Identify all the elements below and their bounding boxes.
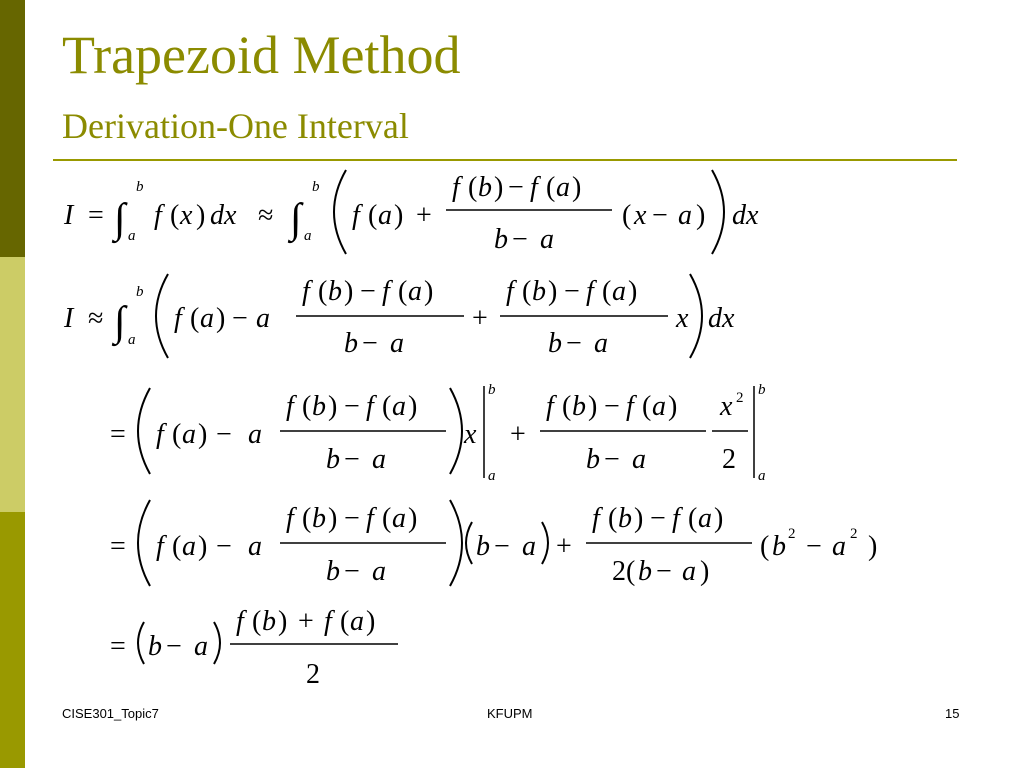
footer-institution: KFUPM	[487, 706, 533, 721]
svg-text:): )	[494, 172, 504, 203]
svg-text:−: −	[494, 531, 510, 562]
svg-text:a: a	[758, 468, 766, 484]
equation-1	[63, 170, 759, 255]
svg-text:a: a	[128, 228, 136, 244]
svg-text:a: a	[390, 328, 404, 359]
svg-text:+: +	[556, 531, 572, 562]
svg-text:(: (	[382, 391, 392, 422]
svg-text:f: f	[506, 276, 514, 307]
svg-text:f: f	[286, 503, 294, 534]
svg-text:a: a	[256, 303, 270, 334]
svg-text:): )	[588, 391, 598, 422]
svg-text:x: x	[634, 200, 647, 231]
svg-text:(: (	[608, 503, 618, 534]
slide-subtitle: Derivation-One Interval	[62, 106, 409, 146]
svg-text:a: a	[392, 503, 406, 534]
svg-text:b: b	[572, 391, 586, 422]
svg-text:): )	[196, 200, 206, 231]
svg-text:b: b	[548, 328, 562, 359]
svg-text:dx: dx	[708, 303, 735, 334]
svg-text:): )	[366, 606, 376, 637]
svg-text:a: a	[540, 224, 554, 255]
svg-text:): )	[328, 503, 338, 534]
svg-text:b: b	[344, 328, 358, 359]
svg-text:a: a	[682, 556, 696, 587]
svg-text:−: −	[166, 631, 182, 662]
svg-text:−: −	[216, 531, 232, 562]
svg-text:(: (	[172, 531, 182, 562]
svg-text:−: −	[566, 328, 582, 359]
svg-text:): )	[696, 200, 706, 231]
svg-text:f: f	[452, 172, 460, 203]
svg-text:b: b	[478, 172, 492, 203]
svg-text:(: (	[688, 503, 698, 534]
svg-text:a: a	[194, 631, 208, 662]
svg-text:−: −	[656, 556, 672, 587]
svg-text:(: (	[546, 172, 556, 203]
svg-text:): )	[394, 200, 404, 231]
svg-text:f: f	[366, 503, 374, 534]
svg-text:=: =	[110, 419, 126, 450]
svg-text:−: −	[564, 276, 580, 307]
svg-text:a: a	[304, 228, 312, 244]
svg-text:b: b	[148, 631, 162, 662]
svg-text:dx: dx	[210, 200, 237, 231]
svg-text:): )	[408, 503, 418, 534]
svg-text:a: a	[698, 503, 712, 534]
svg-text:): )	[424, 276, 434, 307]
svg-text:(: (	[398, 276, 408, 307]
svg-text:a: a	[372, 556, 386, 587]
svg-text:b: b	[328, 276, 342, 307]
slide-title: Trapezoid Method	[62, 25, 461, 85]
equation-5	[110, 606, 398, 690]
svg-text:(: (	[302, 391, 312, 422]
svg-text:2: 2	[306, 659, 320, 690]
svg-text:b: b	[136, 284, 144, 300]
svg-text:x: x	[180, 200, 193, 231]
svg-text:2(: 2(	[612, 556, 636, 587]
svg-text:−: −	[360, 276, 376, 307]
svg-text:(: (	[602, 276, 612, 307]
svg-text:a: a	[678, 200, 692, 231]
svg-text:b: b	[312, 391, 326, 422]
svg-text:−: −	[604, 391, 620, 422]
svg-text:f: f	[546, 391, 554, 422]
svg-text:b: b	[586, 444, 600, 475]
equation-2	[63, 274, 735, 359]
svg-text:x: x	[676, 303, 689, 334]
svg-text:2: 2	[850, 526, 858, 542]
svg-text:f: f	[352, 200, 360, 231]
svg-text:=: =	[110, 531, 126, 562]
svg-text:∫: ∫	[290, 196, 302, 242]
svg-text:b: b	[326, 444, 340, 475]
svg-text:I: I	[64, 303, 74, 334]
svg-text:a: a	[408, 276, 422, 307]
footer-page-number: 15	[945, 706, 960, 721]
svg-text:f: f	[156, 419, 164, 450]
svg-text:−: −	[650, 503, 666, 534]
svg-text:=: =	[88, 200, 104, 231]
svg-text:f: f	[586, 276, 594, 307]
svg-text:a: a	[350, 606, 364, 637]
svg-text:(: (	[252, 606, 262, 637]
equation-3	[110, 382, 766, 484]
svg-text:(: (	[368, 200, 378, 231]
svg-text:−: −	[344, 391, 360, 422]
svg-text:−: −	[362, 328, 378, 359]
equation-4	[110, 500, 877, 587]
svg-text:+: +	[298, 606, 314, 637]
svg-text:b: b	[638, 556, 652, 587]
svg-text:): )	[668, 391, 678, 422]
svg-text:f: f	[324, 606, 332, 637]
svg-text:a: a	[632, 444, 646, 475]
svg-text:a: a	[372, 444, 386, 475]
svg-text:a: a	[832, 531, 846, 562]
svg-text:+: +	[416, 200, 432, 231]
svg-text:b: b	[476, 531, 490, 562]
svg-text:f: f	[592, 503, 600, 534]
svg-text:f: f	[382, 276, 390, 307]
svg-text:b: b	[758, 382, 766, 398]
svg-text:f: f	[302, 276, 310, 307]
svg-text:b: b	[312, 503, 326, 534]
svg-text:a: a	[128, 332, 136, 348]
svg-text:b: b	[772, 531, 786, 562]
svg-text:a: a	[378, 200, 392, 231]
svg-text:f: f	[626, 391, 634, 422]
svg-text:a: a	[392, 391, 406, 422]
svg-text:f: f	[286, 391, 294, 422]
svg-text:a: a	[652, 391, 666, 422]
svg-text:): )	[628, 276, 638, 307]
svg-text:f: f	[174, 303, 182, 334]
svg-text:f: f	[236, 606, 244, 637]
svg-text:): )	[572, 172, 582, 203]
svg-text:−: −	[512, 224, 528, 255]
svg-text:∫: ∫	[114, 299, 126, 345]
svg-text:): )	[328, 391, 338, 422]
svg-text:(: (	[522, 276, 532, 307]
svg-text:≈: ≈	[258, 200, 274, 231]
svg-text:−: −	[806, 531, 822, 562]
svg-text:a: a	[612, 276, 626, 307]
svg-text:−: −	[344, 444, 360, 475]
svg-text:b: b	[312, 179, 320, 195]
svg-text:a: a	[488, 468, 496, 484]
svg-text:(: (	[302, 503, 312, 534]
svg-text:(: (	[622, 200, 632, 231]
svg-text:(: (	[760, 531, 770, 562]
svg-text:): )	[714, 503, 724, 534]
svg-text:): )	[548, 276, 558, 307]
svg-text:a: a	[556, 172, 570, 203]
svg-text:−: −	[508, 172, 524, 203]
svg-text:(: (	[468, 172, 478, 203]
svg-text:): )	[868, 531, 878, 562]
svg-text:): )	[344, 276, 354, 307]
svg-text:−: −	[216, 419, 232, 450]
svg-text:−: −	[604, 444, 620, 475]
svg-text:): )	[278, 606, 288, 637]
svg-text:(: (	[382, 503, 392, 534]
svg-text:2: 2	[722, 444, 736, 475]
svg-text:a: a	[182, 419, 196, 450]
svg-text:−: −	[652, 200, 668, 231]
svg-text:f: f	[156, 531, 164, 562]
svg-text:(: (	[170, 200, 180, 231]
svg-text:2: 2	[736, 390, 744, 406]
svg-text:a: a	[248, 531, 262, 562]
svg-text:b: b	[488, 382, 496, 398]
svg-text:b: b	[494, 224, 508, 255]
svg-text:a: a	[182, 531, 196, 562]
svg-text:+: +	[510, 419, 526, 450]
svg-text:(: (	[190, 303, 200, 334]
svg-text:(: (	[318, 276, 328, 307]
svg-text:x: x	[720, 391, 733, 422]
svg-text:b: b	[136, 179, 144, 195]
footer-course: CISE301_Topic7	[62, 706, 159, 721]
svg-text:): )	[408, 391, 418, 422]
svg-text:a: a	[248, 419, 262, 450]
svg-text:f: f	[672, 503, 680, 534]
svg-text:x: x	[464, 419, 477, 450]
svg-text:(: (	[642, 391, 652, 422]
svg-text:): )	[198, 419, 208, 450]
svg-text:∫: ∫	[114, 196, 126, 242]
svg-text:a: a	[200, 303, 214, 334]
svg-text:2: 2	[788, 526, 796, 542]
svg-text:(: (	[172, 419, 182, 450]
svg-text:): )	[634, 503, 644, 534]
svg-text:−: −	[344, 503, 360, 534]
svg-text:=: =	[110, 631, 126, 662]
svg-text:b: b	[262, 606, 276, 637]
svg-text:b: b	[326, 556, 340, 587]
svg-text:≈: ≈	[88, 303, 104, 334]
svg-text:f: f	[530, 172, 538, 203]
svg-text:b: b	[618, 503, 632, 534]
svg-text:): )	[700, 556, 710, 587]
svg-text:f: f	[366, 391, 374, 422]
svg-text:(: (	[340, 606, 350, 637]
svg-text:b: b	[532, 276, 546, 307]
svg-text:f: f	[154, 200, 162, 231]
svg-text:−: −	[344, 556, 360, 587]
svg-text:dx: dx	[732, 200, 759, 231]
svg-text:I: I	[64, 200, 74, 231]
svg-text:−: −	[232, 303, 248, 334]
svg-text:+: +	[472, 303, 488, 334]
svg-text:a: a	[594, 328, 608, 359]
svg-text:): )	[198, 531, 208, 562]
svg-text:a: a	[522, 531, 536, 562]
svg-text:): )	[216, 303, 226, 334]
svg-text:(: (	[562, 391, 572, 422]
